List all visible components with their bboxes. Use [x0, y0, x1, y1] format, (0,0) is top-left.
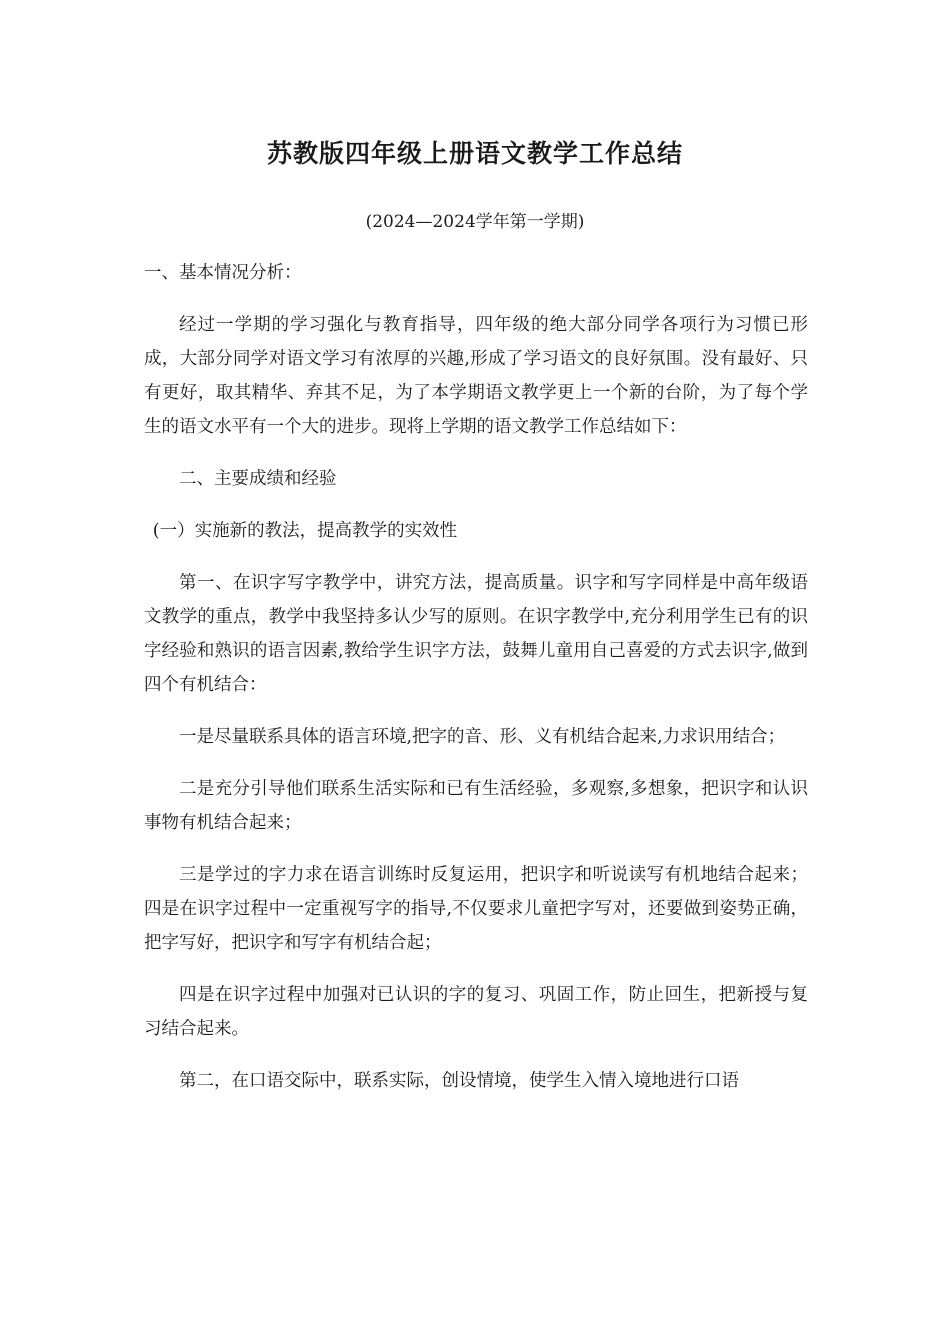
document-title: 苏教版四年级上册语文教学工作总结 [266, 139, 683, 168]
document-subtitle: (2024—2024学年第一学期) [365, 212, 585, 232]
paragraph-oral-communication: 第二，在口语交际中，联系实际，创设情境，使学生入情入境地进行口语 [179, 1071, 739, 1091]
document-body [144, 256, 808, 1116]
paragraph-combination-4: 四是在识字过程中加强对已认识的字的复习、巩固工作，防止回生，把新授与复习结合起来。 [144, 985, 808, 1039]
paragraph-combination-2: 二是充分引导他们联系生活实际和已有生活经验，多观察,多想象，把识字和认识事物有机结合起来； [144, 779, 808, 833]
section-heading-achievements: 二、主要成绩和经验 [179, 469, 337, 489]
paragraph-combination-3: 三是学过的字力求在语言训练时反复运用，把识字和听说读写有机地结合起来；四是在识字过程中一定重视写字的指导,不仅要求儿童把字写对，还要做到姿势正确，把字写好，把识字和写字有机结合起； [144, 865, 808, 953]
paragraph-basic-analysis: 经过一学期的学习强化与教育指导，四年级的绝大部分同学各项行为习惯已形成，大部分同学对语文学习有浓厚的兴趣,形成了学习语文的良好氛围。没有最好、只有更好，取其精华、弃其不足，为了本学期语文教学更上一个新的台阶，为了每个学生的语文水平有一个大的进步。现将上学期的语文教学工作总结如下： [144, 315, 808, 437]
paragraph-combination-1: 一是尽量联系具体的语言环境,把字的音、形、义有机结合起来,力求识用结合； [179, 727, 786, 747]
subsection-heading-new-methods: (一）实施新的教法，提高教学的实效性 [152, 521, 458, 541]
section-heading-basic-analysis: 一、基本情况分析： [144, 263, 302, 283]
paragraph-literacy-teaching: 第一、在识字写字教学中，讲究方法，提高质量。识字和写字同样是中高年级语文教学的重点，教学中我坚持多认少写的原则。在识字教学中,充分利用学生已有的识字经验和熟识的语言因素,教给学生识字方法，鼓舞儿童用自己喜爱的方式去识字,做到四个有机结合： [144, 573, 808, 695]
